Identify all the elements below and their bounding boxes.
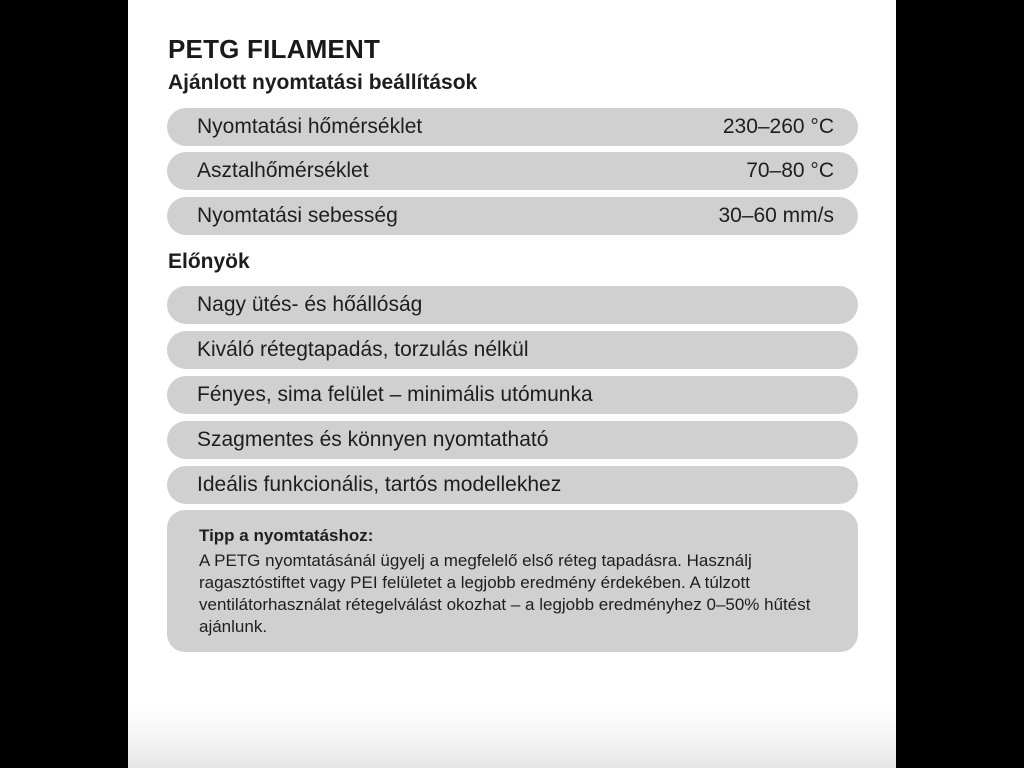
tip-title: Tipp a nyomtatáshoz: bbox=[199, 526, 374, 545]
benefit-label: Fényes, sima felület – minimális utómunka bbox=[197, 383, 593, 406]
setting-label: Asztalhőmérséklet bbox=[197, 159, 369, 182]
tip-box bbox=[167, 510, 858, 652]
settings-heading: Ajánlott nyomtatási beállítások bbox=[168, 71, 478, 94]
setting-label: Nyomtatási sebesség bbox=[197, 204, 398, 227]
setting-value: 70–80 °C bbox=[746, 159, 834, 182]
benefit-item bbox=[167, 421, 858, 459]
benefits-heading: Előnyök bbox=[168, 250, 250, 273]
setting-label: Nyomtatási hőmérséklet bbox=[197, 115, 423, 138]
setting-row-print-speed bbox=[167, 197, 858, 235]
benefit-label: Nagy ütés- és hőállóság bbox=[197, 293, 423, 316]
benefit-label: Szagmentes és könnyen nyomtatható bbox=[197, 428, 549, 451]
setting-row-print-temperature bbox=[167, 108, 858, 146]
product-info-card bbox=[128, 0, 896, 768]
benefit-item bbox=[167, 466, 858, 504]
page-title: PETG FILAMENT bbox=[168, 34, 381, 64]
setting-value: 30–60 mm/s bbox=[718, 204, 834, 227]
benefit-item bbox=[167, 376, 858, 414]
setting-row-bed-temperature bbox=[167, 152, 858, 190]
setting-value: 230–260 °C bbox=[722, 115, 834, 138]
bottom-fade bbox=[128, 708, 896, 768]
benefit-label: Ideális funkcionális, tartós modellekhez bbox=[197, 473, 562, 496]
tip-body: A PETG nyomtatásánál ügyelj a megfelelő első réteg tapadásra. Használj ragasztóstiftet vagy PEI felületet a legjobb eredmény érdekében. A túlzott ventilátorhasználat rétegelválást okozhat – a legjobb eredményhez 0–50% hűtést ajánlunk. bbox=[199, 551, 811, 636]
benefit-label: Kiváló rétegtapadás, torzulás nélkül bbox=[197, 338, 529, 361]
benefit-item bbox=[167, 331, 858, 369]
benefit-item bbox=[167, 286, 858, 324]
